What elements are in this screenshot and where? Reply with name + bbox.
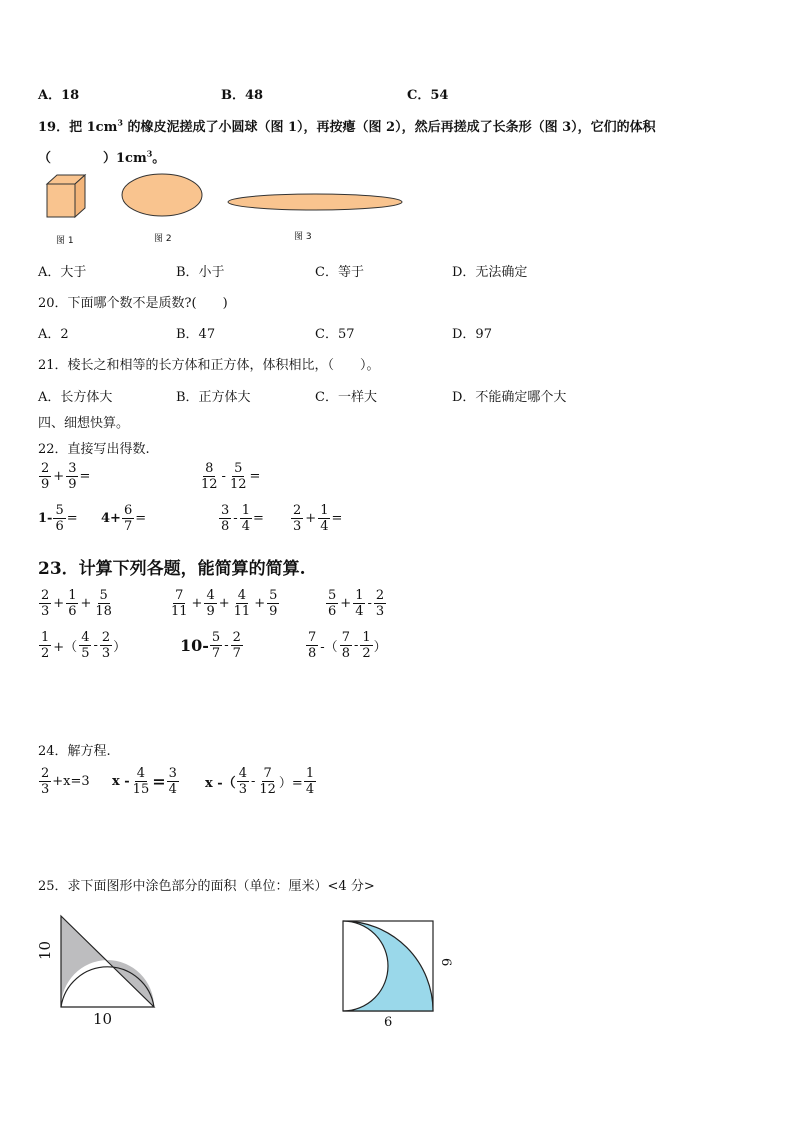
q23-expr-3: $\frac{5}{6}$ + $\frac{1}{4}$ - $\frac{2}{3}$	[328, 588, 385, 619]
q21-option-d[interactable]: D．不能确定哪个大	[452, 390, 567, 405]
section4-heading: 四、细想快算。	[38, 416, 130, 431]
q20-option-c[interactable]: C．57	[315, 327, 355, 342]
q22-expr-6: $\frac{2}{3}$ + $\frac{1}{4}$ =	[293, 503, 343, 534]
q23-expr-1: $\frac{2}{3}$ + $\frac{1}{6}$ + $\frac{5}{18}$	[41, 588, 112, 619]
q23-stem: 23．计算下列各题，能简算的简算.	[38, 559, 306, 579]
q25-fig2-side-label: 6	[438, 958, 453, 967]
q21-option-a[interactable]: A．长方体大	[38, 390, 113, 405]
q18-option-a[interactable]: A．18	[38, 88, 80, 103]
q20-option-a[interactable]: A．2	[38, 327, 69, 342]
q19-stem-part1: 19．把 1cm	[38, 120, 118, 135]
q21-option-b[interactable]: B．正方体大	[176, 390, 251, 405]
q22-expr-5: $\frac{3}{8}$ - $\frac{1}{4}$ =	[221, 503, 264, 534]
q25-fig1-base-label: 10	[93, 1010, 113, 1028]
q23-expr-6: $\frac{7}{8}$ -（ $\frac{7}{8}$ - $\frac{1}{2}$ ）	[308, 630, 387, 661]
q21-stem: 21．棱长之和相等的长方体和正方体，体积相比，（ ）。	[38, 358, 380, 373]
q19-figures	[40, 172, 410, 252]
q19-stem: 19．把 $1cm^3$ 的橡皮泥搓成了小圆球（图 1），再按瘪（图 2），然后再搓成了长条形（图 3），它们的体积	[38, 117, 656, 135]
q19-fig3-label: 图 3	[294, 232, 312, 242]
q22-stem: 22．直接写出得数.	[38, 442, 150, 457]
q19-stem-part2: 的橡皮泥搓成了小圆球（图 1），再按瘪（图 2），然后再搓成了长条形（图 3），它们的体积	[122, 120, 656, 135]
q23-expr-4: $\frac{1}{2}$ +（ $\frac{4}{5}$ - $\frac{2}{3}$ ）	[41, 630, 127, 661]
q25-stem: 25．求下面图形中涂色部分的面积（单位：厘米）<4 分>	[38, 879, 375, 894]
q19-fig2-label: 图 2	[154, 234, 172, 244]
q19-long-strip	[228, 194, 402, 210]
q22-expr-4: 4+ $\frac{6}{7}$ =	[101, 503, 147, 534]
q22-expr-1: $\frac{2}{9}$ + $\frac{3}{9}$ =	[41, 461, 91, 492]
q19-fig1-label: 图 1	[56, 236, 74, 246]
q22-expr-3: 1- $\frac{5}{6}$ =	[38, 503, 78, 534]
q22-expr-2: $\frac{8}{12}$ - $\frac{5}{12}$ =	[201, 461, 261, 492]
q20-stem: 20．下面哪个数不是质数?( )	[38, 296, 228, 311]
q19-option-d[interactable]: D．无法确定	[452, 265, 528, 280]
q25-figure-2	[340, 918, 436, 1014]
q19-option-a[interactable]: A．大于	[38, 265, 87, 280]
q24-stem: 24．解方程.	[38, 744, 111, 759]
q23-expr-2: $\frac{7}{11}$ + $\frac{4}{9}$ + $\frac{4}{11}$ + $\frac{5}{9}$	[171, 588, 278, 619]
q25-fig1-height-label: 10	[36, 940, 54, 960]
q19-stem-blank: （ ）$1cm^3$。	[38, 148, 166, 166]
q18-option-c[interactable]: C．54	[407, 88, 449, 103]
q21-option-c[interactable]: C．一样大	[315, 390, 377, 405]
q25-fig1-shaded-left	[61, 916, 107, 1007]
q19-flattened-ball	[122, 174, 202, 216]
q25-figure-1	[55, 910, 165, 1015]
q25-fig2-base-label: 6	[384, 1015, 393, 1030]
q19-option-b[interactable]: B．小于	[176, 265, 225, 280]
q19-blank-text: （ ）1cm	[38, 151, 147, 166]
q19-period: 。	[152, 151, 166, 166]
q24-eq-1: $\frac{2}{3}$ +x=3	[41, 766, 90, 797]
q23-expr-5: 10- $\frac{5}{7}$ - $\frac{2}{7}$	[180, 630, 241, 661]
q19-option-c[interactable]: C．等于	[315, 265, 364, 280]
q24-eq-2: x - $\frac{4}{15}$ = $\frac{3}{4}$	[112, 766, 177, 797]
q20-option-d[interactable]: D．97	[452, 327, 492, 342]
q19-cube	[47, 175, 85, 217]
q18-option-b[interactable]: B．48	[221, 88, 264, 103]
q20-option-b[interactable]: B．47	[176, 327, 216, 342]
q24-eq-3: x -（ $\frac{4}{3}$ - $\frac{7}{12}$ ）= $\frac{1}{4}$	[205, 766, 315, 797]
